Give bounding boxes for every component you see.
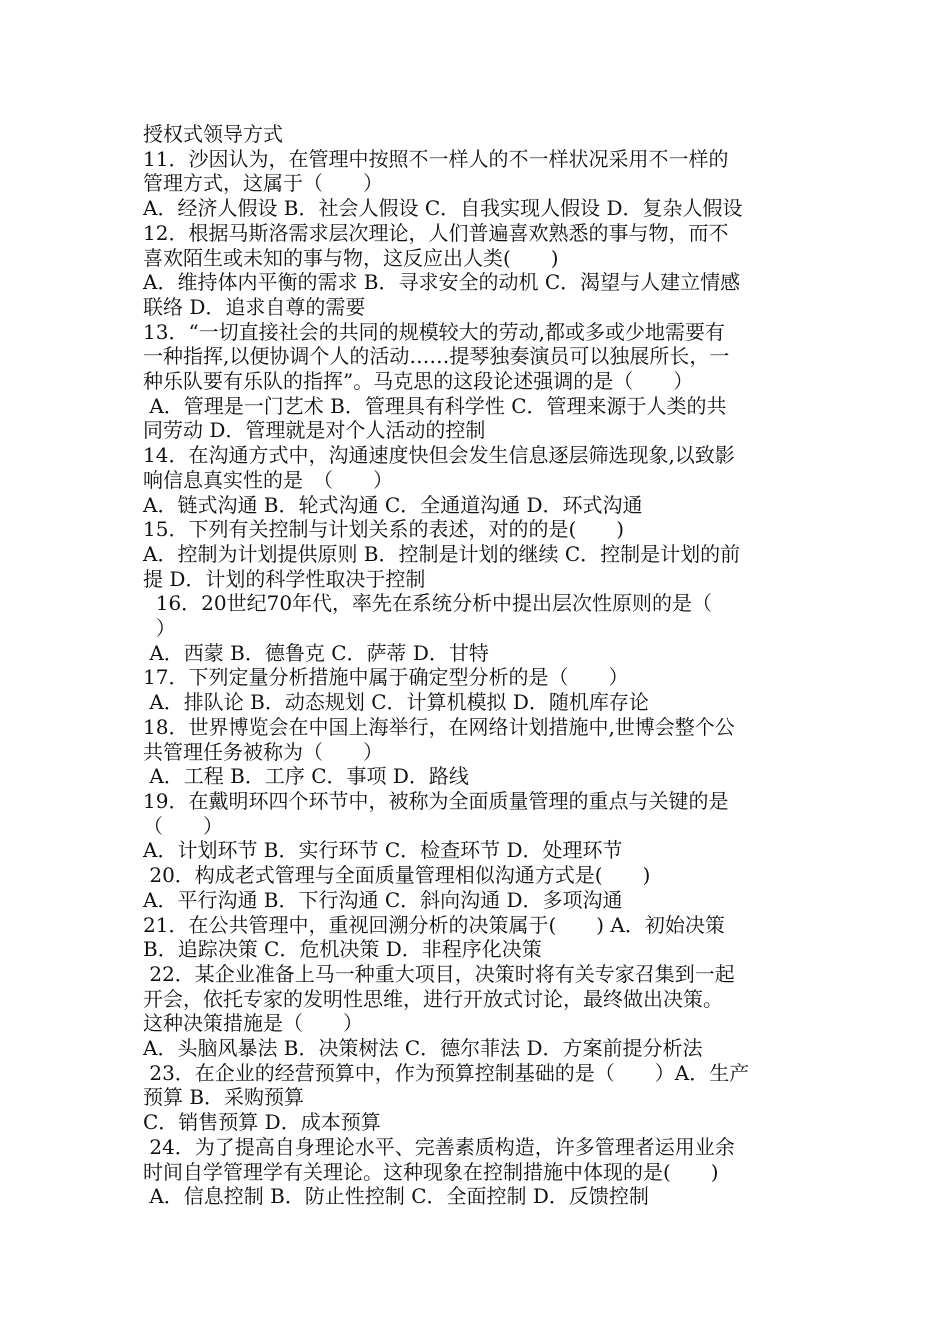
doc-line: A．排队论 B．动态规划 C．计算机模拟 D．随机库存论 — [143, 690, 649, 715]
doc-line: 24．为了提高自身理论水平、完善素质构造，许多管理者运用业余 — [143, 1134, 735, 1159]
doc-line: A．链式沟通 B．轮式沟通 C．全通道沟通 D．环式沟通 — [143, 492, 643, 517]
doc-line: 16．20世纪70年代，率先在系统分析中提出层次性原则的是（ — [143, 591, 713, 616]
document-body — [143, 122, 813, 1209]
doc-line: 预算 B．采购预算 — [143, 1085, 305, 1110]
doc-line: 20．构成老式管理与全面质量管理相似沟通方式是( ) — [143, 863, 651, 888]
doc-line: 12．根据马斯洛需求层次理论，人们普遍喜欢熟悉的事与物，而不 — [143, 220, 729, 245]
doc-line: A．西蒙 B．德鲁克 C．萨蒂 D．甘特 — [143, 640, 489, 665]
doc-line: 联络 D．追求自尊的需要 — [143, 294, 366, 319]
doc-line: 这种决策措施是（ ） — [143, 1011, 363, 1036]
doc-line: A．工程 B．工序 C．事项 D．路线 — [143, 764, 469, 789]
doc-line: 一种指挥,以便协调个人的活动……提琴独奏演员可以独展所长，一 — [143, 344, 730, 369]
doc-line: A．经济人假设 B．社会人假设 C．自我实现人假设 D．复杂人假设 — [143, 196, 743, 221]
doc-line: A．信息控制 B．防止性控制 C．全面控制 D．反馈控制 — [143, 1184, 649, 1209]
doc-line: 喜欢陌生或未知的事与物，这反应出人类( ) — [143, 245, 559, 270]
doc-line: A．管理是一门艺术 B．管理具有科学性 C．管理来源于人类的共 — [143, 393, 727, 418]
doc-line: 19．在戴明环四个环节中，被称为全面质量管理的重点与关键的是 — [143, 788, 729, 813]
doc-line: A．控制为计划提供原则 B．控制是计划的继续 C．控制是计划的前 — [143, 541, 741, 566]
doc-line: 18．世界博览会在中国上海举行，在网络计划措施中,世博会整个公 — [143, 714, 735, 739]
doc-line: 授权式领导方式 — [143, 122, 283, 146]
doc-line: A．维持体内平衡的需求 B．寻求安全的动机 C．渴望与人建立情感 — [143, 270, 741, 295]
doc-line: B．追踪决策 C．危机决策 D．非程序化决策 — [143, 937, 542, 962]
doc-line: 14．在沟通方式中，沟通速度快但会发生信息逐层筛选现象,以致影 — [143, 443, 735, 468]
doc-line: 23．在企业的经营预算中，作为预算控制基础的是（ ）A．生产 — [143, 1060, 750, 1085]
doc-line: 时间自学管理学有关理论。这种现象在控制措施中体现的是( ) — [143, 1159, 719, 1184]
doc-line: 响信息真实性的是 （ ） — [143, 467, 393, 492]
doc-line: C．销售预算 D．成本预算 — [143, 1110, 381, 1135]
doc-line: 同劳动 D．管理就是对个人活动的控制 — [143, 418, 486, 443]
doc-line: 22．某企业准备上马一种重大项目，决策时将有关专家召集到一起 — [143, 961, 735, 986]
doc-line: （ ） — [143, 813, 223, 838]
doc-line: A．头脑风暴法 B．决策树法 C．德尔菲法 D．方案前提分析法 — [143, 1036, 703, 1061]
doc-line: 17．下列定量分析措施中属于确定型分析的是（ ） — [143, 665, 629, 690]
doc-line: 开会，依托专家的发明性思维，进行开放式讨论，最终做出决策。 — [143, 986, 723, 1011]
doc-line: 13．“一切直接社会的共同的规模较大的劳动,都或多或少地需要有 — [143, 319, 726, 344]
doc-line: A．计划环节 B．实行环节 C．检查环节 D．处理环节 — [143, 838, 623, 863]
doc-line: 提 D．计划的科学性取决于控制 — [143, 566, 426, 591]
doc-line: 种乐队要有乐队的指挥”。马克思的这段论述强调的是（ ） — [143, 369, 694, 394]
doc-line: 11．沙因认为，在管理中按照不一样人的不一样状况采用不一样的 — [143, 146, 729, 171]
doc-line: A．平行沟通 B．下行沟通 C．斜向沟通 D．多项沟通 — [143, 887, 623, 912]
doc-line: 21．在公共管理中，重视回溯分析的决策属于( ) A．初始决策 — [143, 912, 725, 937]
doc-line: 管理方式，这属于（ ） — [143, 171, 383, 196]
doc-line: 共管理任务被称为（ ） — [143, 739, 383, 764]
doc-line: ） — [143, 616, 176, 641]
doc-line: 15．下列有关控制与计划关系的表述，对的的是( ) — [143, 517, 625, 542]
